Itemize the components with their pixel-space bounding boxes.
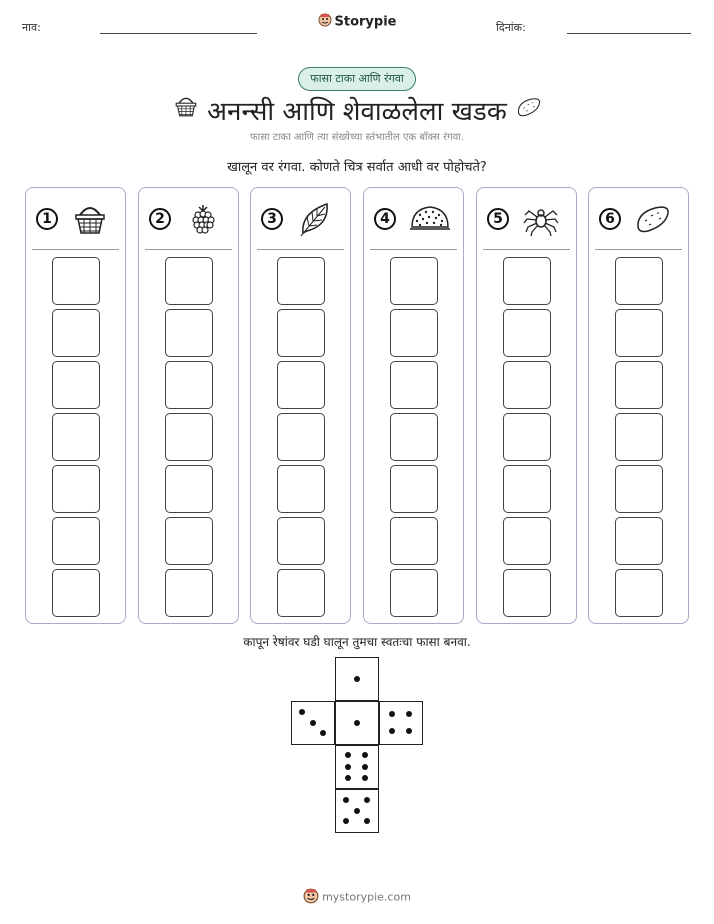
color-box[interactable] <box>165 517 213 565</box>
instruction-text: खालून वर रंगवा. कोणते चित्र सर्वात आधी वर पोहोचते? <box>227 160 487 175</box>
color-box[interactable] <box>503 569 551 617</box>
column-6 <box>588 187 689 624</box>
die-pip <box>343 818 349 824</box>
color-box[interactable] <box>503 361 551 409</box>
storypie-mascot-icon <box>318 13 332 31</box>
column-4 <box>363 187 464 624</box>
activity-tag: फासा टाका आणि रंगवा <box>298 67 416 91</box>
color-box[interactable] <box>165 309 213 357</box>
column-number: 4 <box>374 208 396 230</box>
color-box[interactable] <box>277 361 325 409</box>
column-divider <box>595 249 682 250</box>
color-box[interactable] <box>277 257 325 305</box>
color-box[interactable] <box>165 569 213 617</box>
color-box[interactable] <box>277 517 325 565</box>
die-pip <box>354 676 360 682</box>
color-box[interactable] <box>52 257 100 305</box>
color-box[interactable] <box>165 361 213 409</box>
color-box[interactable] <box>165 465 213 513</box>
color-box[interactable] <box>390 517 438 565</box>
mossy-rock-icon <box>408 199 448 239</box>
column-number: 2 <box>149 208 171 230</box>
die-pip <box>362 752 368 758</box>
die-pip <box>299 709 305 715</box>
leaf-icon <box>295 199 335 239</box>
column-number: 3 <box>261 208 283 230</box>
page-subtitle: फासा टाका आणि त्या संख्येच्या स्तंभातील एक बॉक्स रंगवा. <box>249 132 465 143</box>
column-5 <box>476 187 577 624</box>
die-pip <box>345 752 351 758</box>
color-box[interactable] <box>52 361 100 409</box>
brand-logo <box>0 13 714 31</box>
color-box[interactable] <box>615 309 663 357</box>
color-box[interactable] <box>52 569 100 617</box>
column-divider <box>370 249 457 250</box>
color-box[interactable] <box>390 257 438 305</box>
name-line <box>100 33 257 34</box>
column-2 <box>138 187 239 624</box>
die-pip <box>389 728 395 734</box>
color-box[interactable] <box>52 309 100 357</box>
color-box[interactable] <box>165 413 213 461</box>
color-box[interactable] <box>615 413 663 461</box>
basket-icon <box>70 199 110 239</box>
column-number: 6 <box>599 208 621 230</box>
column-number: 1 <box>36 208 58 230</box>
column-divider <box>483 249 570 250</box>
die-face-3 <box>291 701 335 745</box>
die-face-6 <box>335 745 379 789</box>
name-label: नाव: <box>22 21 41 34</box>
color-box[interactable] <box>615 569 663 617</box>
die-pip <box>343 797 349 803</box>
die-pip <box>354 720 360 726</box>
color-box[interactable] <box>503 465 551 513</box>
storypie-mascot-icon <box>303 888 319 907</box>
die-pip <box>362 764 368 770</box>
die-pip <box>406 728 412 734</box>
column-divider <box>257 249 344 250</box>
footer-url: mystorypie.com <box>322 890 411 904</box>
die-face-5 <box>335 789 379 833</box>
die-pip <box>364 818 370 824</box>
die-pip <box>364 797 370 803</box>
die-pip <box>345 775 351 781</box>
die-face-1 <box>335 657 379 701</box>
color-box[interactable] <box>52 413 100 461</box>
die-pip <box>320 730 326 736</box>
column-divider <box>32 249 119 250</box>
color-box[interactable] <box>277 569 325 617</box>
color-box[interactable] <box>390 361 438 409</box>
die-face-4 <box>379 701 423 745</box>
color-box[interactable] <box>165 257 213 305</box>
color-box[interactable] <box>615 257 663 305</box>
color-box[interactable] <box>615 361 663 409</box>
raspberry-icon <box>183 199 223 239</box>
die-face-1 <box>335 701 379 745</box>
color-box[interactable] <box>390 465 438 513</box>
color-box[interactable] <box>503 413 551 461</box>
yam-icon <box>514 93 544 125</box>
column-3 <box>250 187 351 624</box>
die-pip <box>389 711 395 717</box>
page-title: अनन्सी आणि शेवाळलेला खडक <box>207 97 507 127</box>
color-box[interactable] <box>277 465 325 513</box>
color-box[interactable] <box>503 517 551 565</box>
die-pip <box>354 808 360 814</box>
die-pip <box>362 775 368 781</box>
brand-name: Storypie <box>334 14 397 30</box>
die-pip <box>345 764 351 770</box>
die-pip <box>406 711 412 717</box>
color-box[interactable] <box>503 257 551 305</box>
yam-icon <box>633 199 673 239</box>
color-box[interactable] <box>277 309 325 357</box>
column-divider <box>145 249 232 250</box>
date-label: दिनांक: <box>496 21 526 34</box>
color-box[interactable] <box>615 517 663 565</box>
color-box[interactable] <box>390 413 438 461</box>
spider-icon <box>521 199 561 239</box>
die-pip <box>310 720 316 726</box>
color-box[interactable] <box>277 413 325 461</box>
color-box[interactable] <box>615 465 663 513</box>
cut-caption: कापून रेषांवर घडी घालून तुमचा स्वतःचा फासा बनवा. <box>243 635 471 649</box>
color-box[interactable] <box>390 569 438 617</box>
column-number: 5 <box>487 208 509 230</box>
color-box[interactable] <box>52 517 100 565</box>
date-line <box>567 33 691 34</box>
column-1 <box>25 187 126 624</box>
color-box[interactable] <box>503 309 551 357</box>
color-box[interactable] <box>52 465 100 513</box>
footer <box>0 888 714 907</box>
color-box[interactable] <box>390 309 438 357</box>
